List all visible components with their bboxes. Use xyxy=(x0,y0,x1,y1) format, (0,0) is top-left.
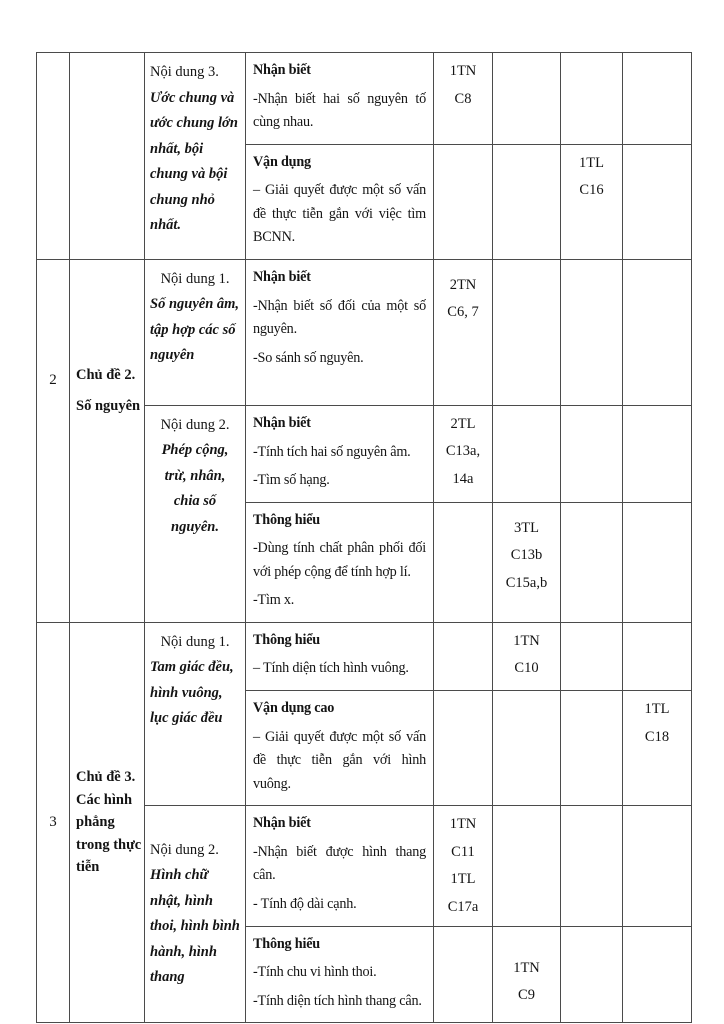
level-cell xyxy=(246,502,434,622)
question-count-cell xyxy=(493,622,561,690)
question-count-cell xyxy=(434,53,493,145)
level-item: – Tính diện tích hình vuông. xyxy=(253,660,409,677)
id-line: 1TN xyxy=(449,63,477,79)
id-line: C6, 7 xyxy=(447,304,479,321)
empty-cell xyxy=(561,502,623,622)
question-count-cell xyxy=(493,502,561,622)
level-cell xyxy=(246,806,434,926)
question-count-cell xyxy=(623,691,692,806)
id-line: 14a xyxy=(452,471,474,488)
topic-line: Số nguyên xyxy=(76,398,141,415)
level-heading: Thông hiểu xyxy=(253,631,320,648)
empty-cell xyxy=(493,259,561,405)
empty-cell xyxy=(561,53,623,145)
empty-cell xyxy=(493,691,561,806)
level-item: - Tính độ dài cạnh. xyxy=(253,895,357,912)
id-line: 1TN xyxy=(449,816,477,833)
id-line: 2TN xyxy=(449,276,477,293)
empty-cell xyxy=(493,806,561,926)
topic-cell xyxy=(70,622,145,1022)
level-heading: Nhận biết xyxy=(253,268,311,285)
empty-cell xyxy=(623,53,692,145)
level-item: -Tìm x. xyxy=(253,592,295,609)
question-count-cell xyxy=(434,405,493,502)
level-item: -Tính tích hai số nguyên âm. xyxy=(253,443,411,460)
id-line: 1TL xyxy=(450,871,476,888)
empty-cell xyxy=(434,691,493,806)
empty-cell xyxy=(623,405,692,502)
content-title: Nội dung 1. xyxy=(160,633,230,650)
content-title: Nội dung 1. xyxy=(160,270,230,287)
content-cell xyxy=(145,259,246,405)
level-item: -Nhận biết hai số nguyên tố cùng nhau. xyxy=(253,90,426,131)
id-line: C17a xyxy=(447,898,479,915)
empty-cell xyxy=(493,405,561,502)
empty-cell xyxy=(561,806,623,926)
empty-cell xyxy=(623,259,692,405)
empty-cell xyxy=(493,53,561,145)
id-line: C11 xyxy=(451,843,475,860)
topic-line: Chủ đề 3. xyxy=(76,769,136,786)
table-row xyxy=(37,259,692,405)
level-item: -Tìm số hạng. xyxy=(253,472,330,489)
empty-cell xyxy=(623,622,692,690)
id-line: 1TL xyxy=(579,154,604,171)
level-cell xyxy=(246,926,434,1023)
id-line: C9 xyxy=(518,987,535,1004)
content-subtitle: Tam giác đều, hình vuông, lục giác đều xyxy=(150,659,234,727)
content-cell xyxy=(145,405,246,622)
empty-cell xyxy=(561,926,623,1023)
content-subtitle: Ước chung và ước chung lớn nhất, bội chung và bội chung nhỏ nhất. xyxy=(150,89,238,234)
level-heading: Nhận biết xyxy=(253,414,311,431)
content-title: Nội dung 2. xyxy=(150,841,219,858)
level-item: -Dùng tính chất phân phối đối với phép cộng để tính hợp lí. xyxy=(253,540,426,580)
level-item: -Tính diện tích hình thang cân. xyxy=(253,992,422,1009)
id-line: C18 xyxy=(644,728,670,745)
table-sheet xyxy=(36,52,692,1023)
id-line: C13b xyxy=(510,547,543,564)
id-line: 1TL xyxy=(644,701,670,717)
empty-cell xyxy=(561,622,623,690)
level-heading: Thông hiểu xyxy=(253,935,320,952)
empty-cell xyxy=(623,144,692,259)
empty-cell xyxy=(434,144,493,259)
stt-cell: 2 xyxy=(37,259,70,622)
level-cell xyxy=(246,53,434,145)
content-subtitle: Hình chữ nhật, hình thoi, hình bình hành, hình thang xyxy=(150,867,240,986)
id-line: 3TL xyxy=(514,519,539,536)
question-count-cell xyxy=(493,926,561,1023)
id-line: C8 xyxy=(454,90,472,107)
id-line: C13a, xyxy=(445,443,481,460)
topic-line: Các hình phẳng trong thực tiễn xyxy=(76,791,142,876)
table-row xyxy=(37,53,692,145)
topic-cell xyxy=(70,53,145,260)
content-cell xyxy=(145,622,246,805)
level-item: -Tính chu vi hình thoi. xyxy=(253,964,377,981)
empty-cell xyxy=(493,144,561,259)
level-item: -Nhận biết được hình thang cân. xyxy=(253,843,426,884)
empty-cell xyxy=(434,622,493,690)
level-cell xyxy=(246,259,434,405)
question-count-cell xyxy=(561,144,623,259)
id-line: 1TN xyxy=(513,632,540,649)
level-heading: Thông hiểu xyxy=(253,511,320,528)
level-item: – Giải quyết được một số vấn đề thực tiễn gắn với hình vuông. xyxy=(253,728,426,792)
id-line: C10 xyxy=(514,660,539,677)
empty-cell xyxy=(434,926,493,1023)
empty-cell xyxy=(623,806,692,926)
topic-line: Chủ đề 2. xyxy=(76,366,136,383)
empty-cell xyxy=(434,502,493,622)
level-cell xyxy=(246,144,434,259)
level-cell xyxy=(246,405,434,502)
stt-cell: 3 xyxy=(37,622,70,1022)
level-heading: Vận dụng cao xyxy=(253,700,335,716)
level-heading: Vận dụng xyxy=(253,153,311,170)
content-cell xyxy=(145,806,246,1023)
assessment-matrix-table xyxy=(36,52,692,1023)
empty-cell xyxy=(623,502,692,622)
content-subtitle: Số nguyên âm, tập hợp các số nguyên xyxy=(150,296,240,364)
empty-cell xyxy=(561,259,623,405)
content-title: Nội dung 2. xyxy=(160,416,230,433)
level-heading: Nhận biết xyxy=(253,815,311,832)
level-item: – Giải quyết được một số vấn đề thực tiễn gắn với việc tìm BCNN. xyxy=(253,182,426,246)
id-line: 1TN xyxy=(513,959,540,976)
topic-cell xyxy=(70,259,145,622)
level-item: -So sánh số nguyên. xyxy=(253,349,364,366)
empty-cell xyxy=(623,926,692,1023)
table-row xyxy=(37,622,692,690)
id-line: C16 xyxy=(579,182,604,199)
question-count-cell xyxy=(434,806,493,926)
question-count-cell xyxy=(434,259,493,405)
level-heading: Nhận biết xyxy=(253,62,311,78)
content-subtitle: Phép cộng, trừ, nhân, chia số nguyên. xyxy=(161,442,229,535)
stt-cell xyxy=(37,53,70,260)
level-cell xyxy=(246,691,434,806)
empty-cell xyxy=(561,691,623,806)
id-line: C15a,b xyxy=(505,574,548,591)
level-cell xyxy=(246,622,434,690)
empty-cell xyxy=(561,405,623,502)
content-title: Nội dung 3. xyxy=(150,64,219,80)
id-line: 2TL xyxy=(450,415,476,432)
level-item: -Nhận biết số đối của một số nguyên. xyxy=(253,297,426,338)
content-cell xyxy=(145,53,246,260)
